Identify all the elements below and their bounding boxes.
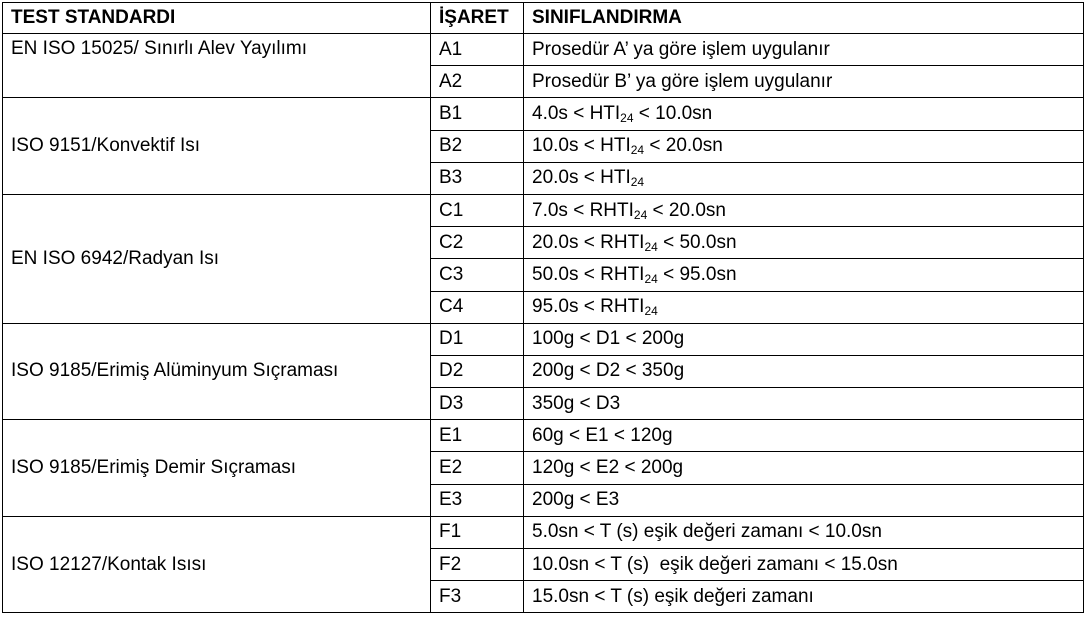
classification-text: 20.0s < HTI	[532, 167, 631, 189]
classification-cell: Prosedür B’ ya göre işlem uygulanır	[524, 66, 1084, 98]
classification-text: < 20.0sn	[647, 199, 726, 221]
classification-text: < 20.0sn	[644, 135, 723, 157]
classification-cell: 350g < D3	[524, 388, 1084, 420]
classification-cell	[524, 162, 1084, 194]
classification-cell	[524, 98, 1084, 130]
mark-cell: C4	[431, 291, 524, 323]
table-row	[3, 516, 1084, 548]
classification-text: 10.0s < HTI	[532, 135, 631, 157]
classification-cell	[524, 130, 1084, 162]
classification-text: < 10.0sn	[633, 102, 713, 124]
subscript: 24	[630, 143, 645, 158]
mark-cell: F1	[431, 516, 524, 548]
table-row	[3, 323, 1084, 355]
subscript: 24	[644, 304, 658, 319]
classification-cell: 200g < D2 < 350g	[524, 355, 1084, 387]
mark-cell: C2	[431, 227, 524, 259]
table-row	[3, 194, 1084, 226]
classification-cell: 15.0sn < T (s) eşik değeri zamanı	[524, 581, 1084, 613]
classification-text: 95.0s < RHTI	[532, 296, 645, 318]
subscript: 24	[620, 110, 634, 125]
classification-cell: 200g < E3	[524, 484, 1084, 516]
classification-cell	[524, 291, 1084, 323]
subscript: 24	[644, 239, 658, 254]
mark-cell: D1	[431, 323, 524, 355]
mark-cell: E2	[431, 452, 524, 484]
mark-cell: F3	[431, 581, 524, 613]
mark-cell: A2	[431, 66, 524, 98]
mark-cell: E3	[431, 484, 524, 516]
classification-cell	[524, 259, 1084, 291]
standard-cell: EN ISO 15025/ Sınırlı Alev Yayılımı	[3, 34, 431, 98]
classification-cell	[524, 227, 1084, 259]
standard-cell: ISO 9151/Konvektif Isı	[3, 98, 431, 195]
header-classification: SINIFLANDIRMA	[524, 3, 1084, 34]
classification-text: < 95.0sn	[657, 263, 737, 285]
header-row	[3, 3, 1084, 34]
standard-cell: EN ISO 6942/Radyan Isı	[3, 194, 431, 323]
classification-text: 4.0s < HTI	[532, 102, 621, 124]
subscript: 24	[633, 207, 648, 222]
mark-cell: C3	[431, 259, 524, 291]
classification-cell: 100g < D1 < 200g	[524, 323, 1084, 355]
standard-cell: ISO 9185/Erimiş Demir Sıçraması	[3, 420, 431, 517]
classification-text: 7.0s < RHTI	[532, 199, 634, 221]
table-row	[3, 34, 1084, 66]
subscript: 24	[644, 271, 658, 286]
mark-cell: B2	[431, 130, 524, 162]
mark-cell: C1	[431, 194, 524, 226]
standard-cell: ISO 12127/Kontak Isısı	[3, 516, 431, 613]
mark-cell: A1	[431, 34, 524, 66]
classification-text: 20.0s < RHTI	[532, 231, 645, 253]
classification-cell: 5.0sn < T (s) eşik değeri zamanı < 10.0sn	[524, 516, 1084, 548]
classification-table	[2, 2, 1084, 613]
mark-cell: B1	[431, 98, 524, 130]
table-row	[3, 420, 1084, 452]
classification-cell: 10.0sn < T (s) eşik değeri zamanı < 15.0sn	[524, 549, 1084, 581]
mark-cell: F2	[431, 549, 524, 581]
classification-cell: Prosedür A’ ya göre işlem uygulanır	[524, 34, 1084, 66]
mark-cell: B3	[431, 162, 524, 194]
subscript: 24	[630, 175, 645, 190]
classification-cell: 120g < E2 < 200g	[524, 452, 1084, 484]
classification-cell: 60g < E1 < 120g	[524, 420, 1084, 452]
classification-text: < 50.0sn	[657, 231, 737, 253]
standard-cell: ISO 9185/Erimiş Alüminyum Sıçraması	[3, 323, 431, 420]
mark-cell: E1	[431, 420, 524, 452]
classification-cell	[524, 194, 1084, 226]
mark-cell: D3	[431, 388, 524, 420]
mark-cell: D2	[431, 355, 524, 387]
table-row	[3, 98, 1084, 130]
header-mark: İŞARET	[431, 3, 524, 34]
classification-text: 50.0s < RHTI	[532, 263, 645, 285]
header-test-standard: TEST STANDARDI	[3, 3, 431, 34]
